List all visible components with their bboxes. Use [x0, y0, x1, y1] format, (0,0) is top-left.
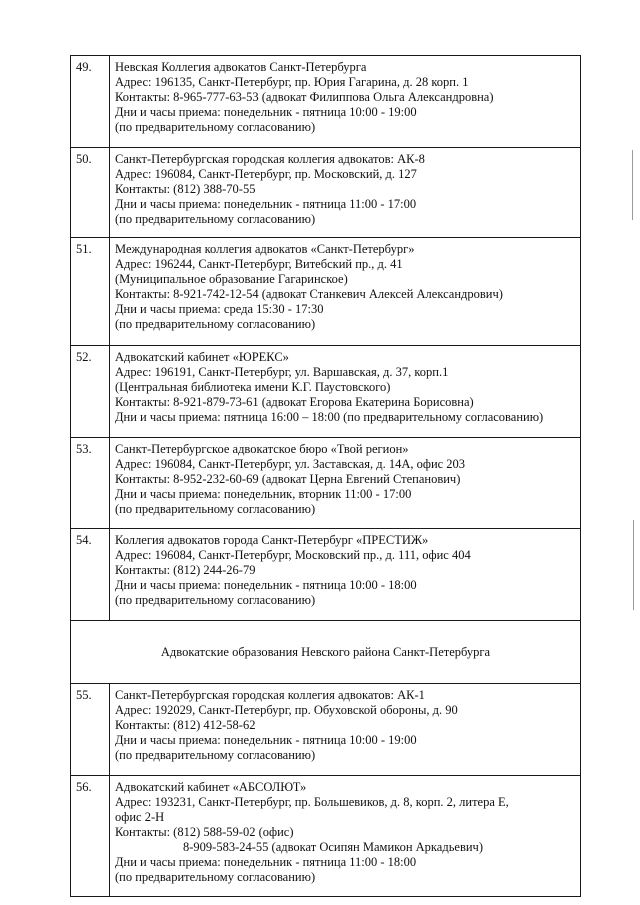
section-row: [71, 621, 581, 684]
entry-line: Адрес: 192029, Санкт-Петербург, пр. Обуховской обороны, д. 90: [115, 703, 458, 717]
entry-name: Санкт-Петербургское адвокатское бюро «Твой регион»: [115, 442, 409, 456]
entry-name: Коллегия адвокатов города Санкт-Петербург «ПРЕСТИЖ»: [115, 533, 429, 547]
entry-line: Дни и часы приема: понедельник - пятница 10:00 - 19:00: [115, 105, 417, 119]
entry-line: Контакты: (812) 244-26-79: [115, 563, 256, 577]
entry-line: (по предварительному согласованию): [115, 502, 316, 516]
entry-number: 53.: [71, 438, 110, 529]
entry-details: [110, 238, 581, 346]
entry-line: Дни и часы приема: понедельник - пятница 10:00 - 19:00: [115, 733, 417, 747]
entry-name: Санкт-Петербургская городская коллегия адвокатов: АК-1: [115, 688, 425, 702]
entry-line: 8-909-583-24-55 (адвокат Осипян Мамикон Аркадьевич): [183, 840, 483, 854]
scan-edge-mark: [632, 150, 633, 220]
entry-name: Международная коллегия адвокатов «Санкт-Петербург»: [115, 242, 415, 256]
entry-line: офис 2-Н: [115, 810, 165, 824]
entry-details: [110, 56, 581, 148]
entry-line: Адрес: 196084, Санкт-Петербург, Московский пр., д. 111, офис 404: [115, 548, 471, 562]
lawyer-registry-table: [70, 55, 581, 897]
section-heading: Адвокатские образования Невского района Санкт-Петербурга: [71, 621, 581, 684]
entry-line: Адрес: 196084, Санкт-Петербург, ул. Заставская, д. 14А, офис 203: [115, 457, 466, 471]
entry-details: [110, 529, 581, 621]
entry-line: Контакты: (812) 388-70-55: [115, 182, 256, 196]
entry-line: (Муниципальное образование Гагаринское): [115, 272, 348, 286]
entry-line: (по предварительному согласованию): [115, 120, 316, 134]
entry-details: [110, 684, 581, 776]
entry-number: 55.: [71, 684, 110, 776]
entry-name: Адвокатский кабинет «ЮРЕКС»: [115, 350, 289, 364]
entry-line: Дни и часы приема: понедельник - пятница 10:00 - 18:00: [115, 578, 417, 592]
registry-body: [71, 56, 581, 897]
entry-line: Контакты: 8-921-879-73-61 (адвокат Егорова Екатерина Борисовна): [115, 395, 474, 409]
entry-number: 51.: [71, 238, 110, 346]
entry-number: 56.: [71, 776, 110, 897]
entry-line: Контакты: (812) 588-59-02 (офис): [115, 825, 294, 839]
table-row: [71, 148, 581, 238]
entry-line: Адрес: 196084, Санкт-Петербург, пр. Московский, д. 127: [115, 167, 417, 181]
entry-line: Адрес: 196244, Санкт-Петербург, Витебский пр., д. 41: [115, 257, 403, 271]
entry-line: Дни и часы приема: среда 15:30 - 17:30: [115, 302, 324, 316]
table-row: [71, 684, 581, 776]
table-row: [71, 529, 581, 621]
entry-name: Адвокатский кабинет «АБСОЛЮТ»: [115, 780, 307, 794]
entry-line: (по предварительному согласованию): [115, 212, 316, 226]
entry-line: Контакты: 8-921-742-12-54 (адвокат Станкевич Алексей Александрович): [115, 287, 503, 301]
entry-line: Адрес: 196191, Санкт-Петербург, ул. Варшавская, д. 37, корп.1: [115, 365, 449, 379]
entry-line: Контакты: 8-965-777-63-53 (адвокат Филиппова Ольга Александровна): [115, 90, 494, 104]
entry-line: (по предварительному согласованию): [115, 317, 316, 331]
table-row: [71, 238, 581, 346]
entry-line: Дни и часы приема: понедельник, вторник 11:00 - 17:00: [115, 487, 412, 501]
scan-edge-mark: [633, 520, 634, 610]
entry-details: [110, 776, 581, 897]
table-row: [71, 346, 581, 438]
entry-number: 50.: [71, 148, 110, 238]
entry-number: 52.: [71, 346, 110, 438]
entry-line: Адрес: 193231, Санкт-Петербург, пр. Большевиков, д. 8, корп. 2, литера Е,: [115, 795, 509, 809]
entry-line: Дни и часы приема: пятница 16:00 – 18:00 (по предварительному согласованию): [115, 410, 544, 424]
entry-line: (Центральная библиотека имени К.Г. Паустовского): [115, 380, 391, 394]
entry-name: Невская Коллегия адвокатов Санкт-Петербурга: [115, 60, 367, 74]
entry-line: Адрес: 196135, Санкт-Петербург, пр. Юрия Гагарина, д. 28 корп. 1: [115, 75, 469, 89]
entry-number: 49.: [71, 56, 110, 148]
table-row: [71, 438, 581, 529]
entry-details: [110, 346, 581, 438]
entry-line: Дни и часы приема: понедельник - пятница 11:00 - 17:00: [115, 197, 417, 211]
entry-number: 54.: [71, 529, 110, 621]
entry-line: (по предварительному согласованию): [115, 748, 316, 762]
entry-line: (по предварительному согласованию): [115, 870, 316, 884]
table-row: [71, 56, 581, 148]
entry-details: [110, 438, 581, 529]
entry-details: [110, 148, 581, 238]
table-row: [71, 776, 581, 897]
entry-line: Дни и часы приема: понедельник - пятница 11:00 - 18:00: [115, 855, 417, 869]
entry-line: (по предварительному согласованию): [115, 593, 316, 607]
entry-name: Санкт-Петербургская городская коллегия адвокатов: АК-8: [115, 152, 425, 166]
entry-line: Контакты: 8-952-232-60-69 (адвокат Церна Евгений Степанович): [115, 472, 461, 486]
entry-line: Контакты: (812) 412-58-62: [115, 718, 256, 732]
